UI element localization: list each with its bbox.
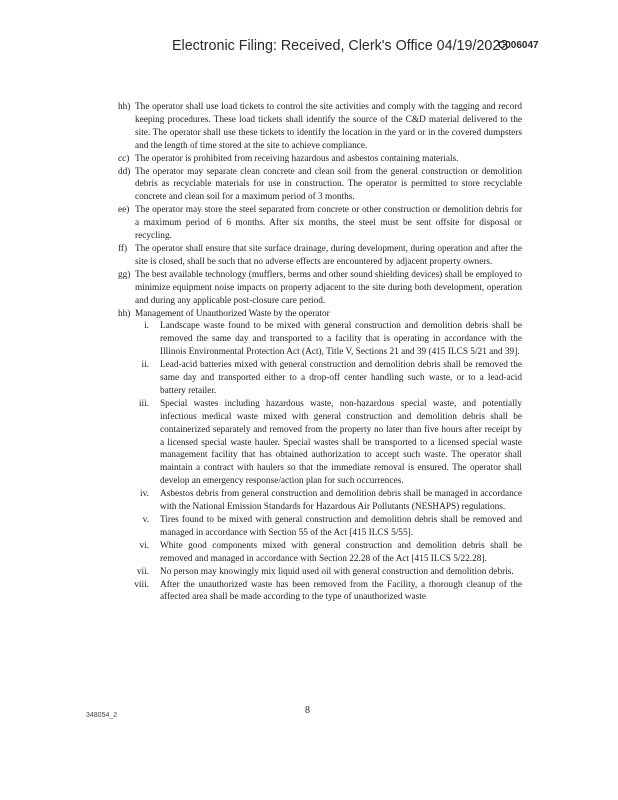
page-number: 8	[305, 705, 310, 716]
sub-item-text: After the unauthorized waste has been removed from the Facility, a thorough cleanup of the affected area shall be made according to the type of unauthorized waste	[160, 579, 522, 603]
item-text: The operator shall use load tickets to control the site activities and comply with the tagging and record keeping procedures. These load tickets shall identify the source of the C&D material delivered to the site. The operator shall use these tickets to identify the location in the yard or in the covered dumpsters and the length of time stored at the site to achieve compliance.	[135, 102, 522, 151]
document-id: 348054_2	[86, 712, 118, 719]
sub-list-item	[118, 359, 522, 398]
sub-item-label: iii.	[138, 398, 149, 409]
item-label: hh)	[118, 308, 131, 319]
item-label: gg)	[118, 269, 131, 280]
item-label: hh)	[118, 102, 131, 112]
sub-item-text: Special wastes including hazardous waste, non-hazardous special waste, and potentially infectious medical waste mixed with general construction and demolition debris shall be containerized separately and removed from the property no later than five hours after receipt by a licensed special waste hauler. Special wastes shall be transported to a licensed special waste management facility that has obtained authorization to accept such waste. The operator shall maintain a contract with haulers so that the immediate removal is ensured. The operator shall develop an emergency response/action plan for such occurrences.	[160, 398, 522, 487]
sub-item-label: vii.	[136, 566, 149, 577]
filing-stamp-code: C006047	[498, 40, 539, 51]
list-item	[118, 243, 522, 269]
sub-item-label: i.	[144, 321, 149, 332]
list-item	[118, 204, 522, 243]
sub-item-label: vi.	[139, 540, 149, 551]
item-label: ee)	[118, 205, 130, 216]
sub-item-text: No person may knowingly mix liquid used oil with general construction and demolition debris.	[160, 566, 514, 577]
sub-list-item	[118, 514, 522, 540]
list-item	[118, 269, 522, 308]
list-item	[118, 101, 522, 153]
list-item	[118, 166, 522, 205]
sub-item-text: Lead-acid batteries mixed with general construction and demolition debris shall be removed the same day and transported either to a drop-off center handling such waste, or to a lead-acid battery retailer.	[160, 360, 522, 396]
sub-item-label: viii.	[134, 579, 149, 590]
item-text: The best available technology (mufflers, berms and other sound shielding devices) shall be employed to minimize equipment noise impacts on property adjacent to the site during both development, operation and during any applicable post-closure care period.	[135, 269, 522, 306]
sub-item-text: White good components mixed with general construction and demolition debris shall be removed and managed in accordance with Section 22.28 of the Act [415 ILCS 5/22.28].	[160, 540, 522, 564]
sub-list-item	[118, 320, 522, 359]
filing-stamp-title: Electronic Filing: Received, Clerk's Office 04/19/2023	[172, 38, 509, 54]
item-text: The operator may separate clean concrete and clean soil from the general construction or demolition debris as recyclable materials for use in construction. The operator is permitted to store recyclable concrete and clean soil for a maximum period of 3 months.	[135, 166, 522, 203]
sub-item-label: v.	[142, 515, 149, 525]
list-item	[118, 153, 522, 166]
sub-list-item	[118, 488, 522, 514]
sub-item-label: ii.	[141, 360, 149, 371]
item-label: dd)	[118, 166, 131, 177]
sub-list-item	[118, 540, 522, 566]
filing-header	[0, 38, 618, 58]
list-item	[118, 308, 522, 321]
sub-item-text: Tires found to be mixed with general construction and demolition debris shall be removed and managed in accordance with Section 55 of the Act [415 ILCS 5/55].	[160, 515, 522, 538]
item-text: The operator shall ensure that site surface drainage, during development, during operation and after the site is closed, shall be such that no adverse effects are encountered by adjacent property owners.	[135, 243, 522, 267]
sub-list-item	[118, 579, 522, 605]
sub-list-item	[118, 398, 522, 488]
sub-item-text: Landscape waste found to be mixed with general construction and demolition debris shall be removed the same day and transported to a facility that is operating in accordance with the Illinois Environmental Protection Act (Act), Title V, Sections 21 and 39 (415 ILCS 5/21 and 39].	[160, 321, 522, 358]
sub-list-item	[118, 566, 522, 579]
item-text: Management of Unauthorized Waste by the operator	[135, 308, 330, 319]
item-label: cc)	[118, 153, 130, 164]
item-label: ff)	[118, 243, 128, 254]
sub-item-label: iv.	[140, 489, 149, 500]
document-body	[118, 101, 522, 604]
item-text: The operator may store the steel separated from concrete or other construction or demolition debris for a maximum period of 6 months. After six months, the steel must be sent offsite for disposal or recycling.	[135, 205, 522, 242]
sub-item-text: Asbestos debris from general construction and demolition debris shall be managed in accordance with the National Emission Standards for Hazardous Air Pollutants (NESHAPS) regulations.	[160, 489, 522, 513]
item-text: The operator is prohibited from receiving hazardous and asbestos containing materials.	[135, 153, 459, 164]
